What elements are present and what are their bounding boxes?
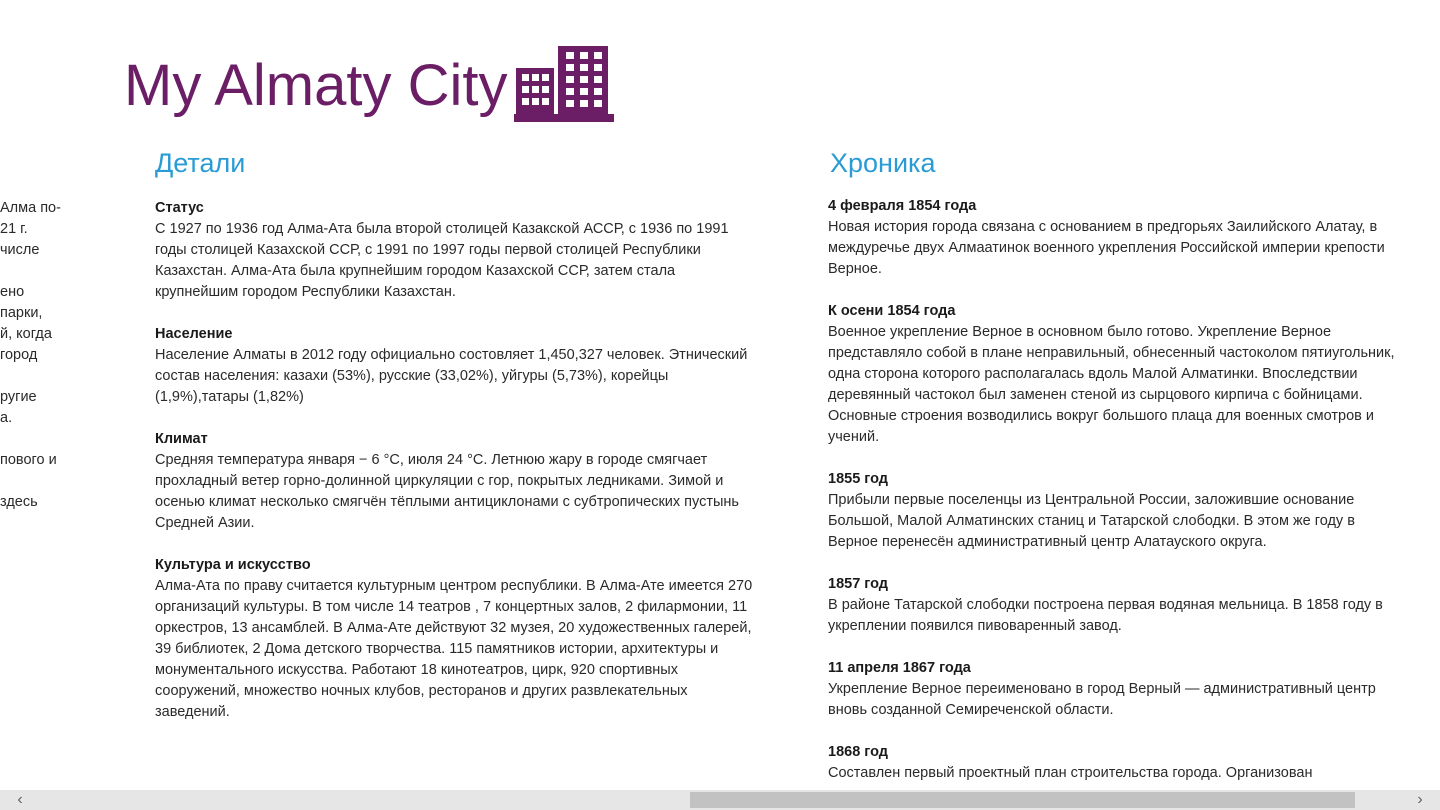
entry-text: Новая история города связана с основанием в предгорьях Заилийского Алатау, в междуречье двух Алмаатинок военного укрепления Российской империи крепости Верное. <box>828 219 1385 277</box>
entry-date: 4 февраля 1854 года <box>828 198 977 214</box>
scroll-right-arrow-icon[interactable]: › <box>1417 791 1423 808</box>
scroll-left-arrow-icon[interactable]: ‹ <box>17 791 23 808</box>
fragment-line: а. <box>0 410 13 426</box>
entry-text: Составлен первый проектный план строительства города. Организован <box>828 765 1313 781</box>
fragment-line <box>0 429 80 450</box>
fragment-line: здесь <box>0 494 38 510</box>
fragment-line: город <box>0 347 38 363</box>
fragment-line: 21 г. <box>0 221 28 237</box>
fragment-line <box>0 261 80 282</box>
building-icon <box>514 46 614 122</box>
entry-text: В районе Татарской слободки построена первая водяная мельница. В 1858 году в укреплении появился пивоваренный завод. <box>828 597 1383 634</box>
details-section <box>155 198 755 744</box>
fragment-line: ругие <box>0 389 37 405</box>
entry-date: К осени 1854 года <box>828 303 956 319</box>
block-title: Климат <box>155 431 208 447</box>
details-header: Детали <box>155 148 246 178</box>
entry-text: Прибыли первые поселенцы из Центральной России, заложившие основание Большой, Малой Алматинских станиц и Татарской слободки. В этом же году в Верное перенесён административный центр Алатауского округа. <box>828 492 1355 550</box>
chronicle-entry <box>828 658 1408 721</box>
chronicle-entry <box>828 196 1408 280</box>
entry-text: Укрепление Верное переименовано в город Верный — административный центр вновь созданной Семиреченской области. <box>828 681 1376 718</box>
previous-panel-fragment <box>0 198 80 513</box>
entry-date: 11 апреля 1867 года <box>828 660 971 676</box>
block-text: Средняя температура января − 6 °C, июля 24 °C. Летнюю жару в городе смягчает прохладный ветер горно-долинной циркуляции с гор, покрытых ледниками. Зимой и осенью климат несколько смягчён тёплыми антициклонами с субтропических пустынь Средней Азии. <box>155 452 739 531</box>
details-block-climate <box>155 429 755 534</box>
entry-date: 1868 год <box>828 744 889 760</box>
block-title: Статус <box>155 200 204 216</box>
entry-date: 1855 год <box>828 471 889 487</box>
fragment-line: числе <box>0 242 40 258</box>
fragment-line: пового и <box>0 452 57 468</box>
fragment-line: парки, <box>0 305 43 321</box>
block-text: С 1927 по 1936 год Алма-Ата была второй столицей Казакской АССР, с 1936 по 1991 годы столицей Казахской ССР, с 1991 по 1997 годы первой столицей Республики Казахстан. Алма-Ата была крупнейшим городом Казахской ССР, затем стала крупнейшим городом Республики Казахстан. <box>155 221 729 300</box>
chronicle-entry <box>828 301 1408 448</box>
chronicle-header: Хроника <box>830 148 936 178</box>
app-title: My Almaty City <box>124 53 508 118</box>
details-block-status <box>155 198 755 303</box>
horizontal-scrollbar[interactable] <box>0 790 1440 810</box>
chronicle-section <box>828 196 1408 805</box>
block-text: Алма-Ата по праву считается культурным центром республики. В Алма-Ате имеется 270 организаций культуры. В том числе 14 театров , 7 концертных залов, 2 филармонии, 11 оркестров, 13 ансамблей. В Алма-Ате действуют 32 музея, 20 художественных галерей, 39 библиотек, 2 Дома детского творчества. 115 памятников истории, архитектуры и монументального искусства. Работают 18 кинотеатров, цирк, 920 спортивных сооружений, множество ночных клубов, ресторанов и других развлекательных заведений. <box>155 578 753 720</box>
chronicle-entry <box>828 742 1408 784</box>
entry-text: Военное укрепление Верное в основном было готово. Укрепление Верное представляло собой в плане неправильный, обнесенный частоколом пятиугольник, одна сторона которого располагалась вдоль Малой Алматинки. Впоследствии деревянный частокол был заменен стеной из сырцового кирпича с бойницами. Основные строения возводились вокруг большого плаца для военных смотров и учений. <box>828 324 1395 445</box>
block-title: Население <box>155 326 233 342</box>
block-text: Население Алматы в 2012 году официально состовляет 1,450,327 человек. Этнический состав населения: казахи (53%), русские (33,02%), уйгуры (5,73%), корейцы (1,9%),татары (1,82%) <box>155 347 748 405</box>
fragment-line <box>0 366 80 387</box>
details-block-culture <box>155 555 755 723</box>
block-title: Культура и искусство <box>155 557 311 573</box>
fragment-line <box>0 471 80 492</box>
chronicle-entry <box>828 574 1408 637</box>
scroll-thumb[interactable] <box>690 792 1355 808</box>
chronicle-entry <box>828 469 1408 553</box>
entry-date: 1857 год <box>828 576 889 592</box>
fragment-line: й, когда <box>0 326 52 342</box>
details-block-population <box>155 324 755 408</box>
fragment-line: Алма по- <box>0 200 61 216</box>
fragment-line: ено <box>0 284 25 300</box>
